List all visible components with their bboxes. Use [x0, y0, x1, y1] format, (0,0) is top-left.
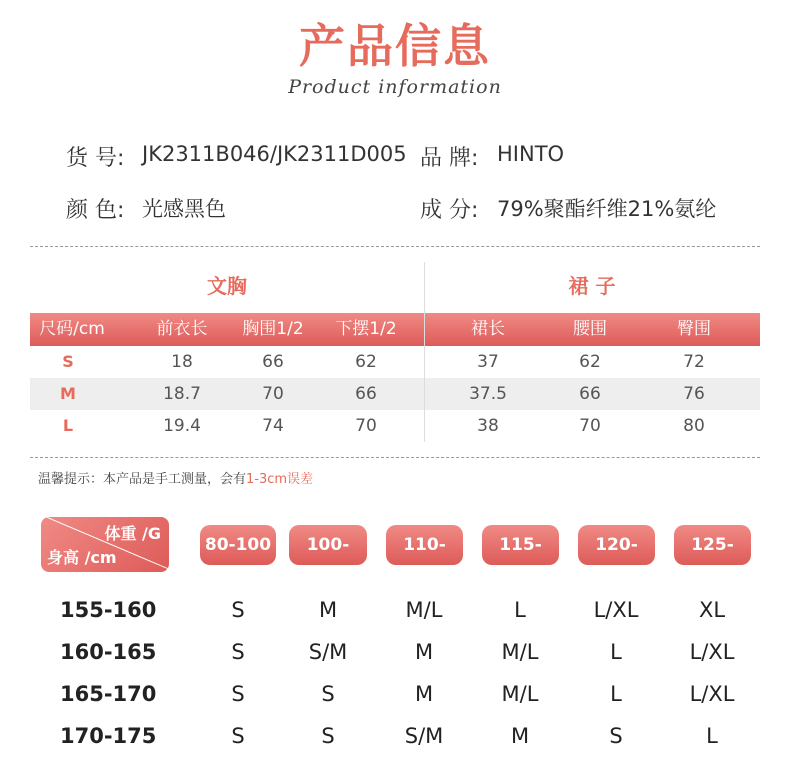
header-size: 尺码/cm: [39, 319, 105, 339]
header-front-length: 前衣长: [156, 319, 208, 339]
table-row: [30, 346, 760, 378]
recommend-size: M/L: [501, 640, 539, 664]
cell-waist: 70: [579, 416, 601, 436]
divider-bottom: [30, 457, 760, 458]
height-range: 160-165: [60, 640, 157, 664]
weight-pill: 110-115: [386, 525, 463, 565]
recommend-size: L: [610, 640, 622, 664]
recommend-size: L: [706, 724, 718, 748]
cell-waist: 62: [579, 352, 601, 372]
recommend-size: S: [231, 640, 245, 664]
cell-hem: 66: [355, 384, 377, 404]
page-title: 产品信息: [299, 19, 491, 73]
cell-skirt-length: 38: [477, 416, 499, 436]
recommend-row: [0, 598, 790, 628]
color-label: 颜 色:: [66, 198, 125, 223]
recommend-size: S: [231, 598, 245, 622]
cell-front-length: 19.4: [163, 416, 201, 436]
cell-bust: 70: [262, 384, 284, 404]
cell-skirt-length: 37.5: [469, 384, 507, 404]
section-bra-title: 文胸: [207, 274, 247, 298]
recommend-size: XL: [698, 598, 726, 622]
sku-label: 货 号:: [66, 146, 125, 171]
recommend-size: M: [318, 598, 338, 622]
header-hip: 臀围: [677, 319, 711, 339]
page-subtitle: Product information: [288, 76, 502, 98]
weight-pill: 115-120: [482, 525, 559, 565]
cell-waist: 66: [579, 384, 601, 404]
notice-highlight: 1-3cm误差: [246, 472, 314, 487]
recommend-row: [0, 724, 790, 754]
notice-text: 温馨提示：本产品是手工测量，会有: [38, 472, 247, 487]
cell-hip: 72: [683, 352, 705, 372]
recommend-size: L: [610, 682, 622, 706]
material-value: 79%聚酯纤维21%氨纶: [497, 197, 717, 221]
cell-hip: 76: [683, 384, 705, 404]
section-separator: [424, 262, 425, 442]
header-bust: 胸围1/2: [242, 319, 304, 339]
recommend-size: M: [414, 682, 434, 706]
recommend-size: M: [510, 724, 530, 748]
color-value: 光感黑色: [142, 197, 226, 221]
cell-hem: 70: [355, 416, 377, 436]
recommend-size: L/XL: [689, 640, 735, 664]
recommend-size: S: [321, 682, 335, 706]
weight-label: 体重 /G: [104, 524, 161, 543]
height-range: 170-175: [60, 724, 157, 748]
recommend-size: L: [514, 598, 526, 622]
cell-hip: 80: [683, 416, 705, 436]
recommend-size: M/L: [501, 682, 539, 706]
weight-pill: 125-135: [674, 525, 751, 565]
cell-hem: 62: [355, 352, 377, 372]
recommend-size: M: [414, 640, 434, 664]
recommend-size: L/XL: [593, 598, 639, 622]
cell-skirt-length: 37: [477, 352, 499, 372]
row-size: S: [62, 352, 74, 371]
weight-pill: 120-125: [578, 525, 655, 565]
table-row: [30, 378, 760, 410]
recommend-corner-header: [41, 517, 169, 572]
weight-pill: 100-110: [289, 525, 367, 565]
sku-value: JK2311B046/JK2311D005: [142, 142, 407, 166]
row-size: M: [60, 384, 76, 403]
weight-pill: 80-100: [200, 525, 276, 565]
recommend-size: S: [609, 724, 623, 748]
recommend-size: S/M: [308, 640, 348, 664]
cell-bust: 66: [262, 352, 284, 372]
recommend-size: M/L: [405, 598, 443, 622]
cell-bust: 74: [262, 416, 284, 436]
row-size: L: [62, 416, 74, 435]
recommend-size: S/M: [404, 724, 444, 748]
recommend-size: S: [231, 682, 245, 706]
cell-front-length: 18: [171, 352, 193, 372]
height-range: 155-160: [60, 598, 157, 622]
height-range: 165-170: [60, 682, 157, 706]
recommend-size: S: [231, 724, 245, 748]
header-hem: 下摆1/2: [335, 319, 397, 339]
header-waist: 腰围: [573, 319, 607, 339]
table-row: [30, 410, 760, 442]
section-skirt-title: 裙 子: [568, 274, 616, 298]
material-label: 成 分:: [420, 198, 479, 223]
cell-front-length: 18.7: [163, 384, 201, 404]
brand-value: HINTO: [497, 142, 565, 166]
recommend-row: [0, 682, 790, 712]
recommend-row: [0, 640, 790, 670]
size-table-header: [30, 313, 760, 346]
height-label: 身高 /cm: [47, 548, 117, 567]
brand-label: 品 牌:: [420, 146, 479, 171]
header-skirt-length: 裙长: [471, 319, 505, 339]
recommend-size: L/XL: [689, 682, 735, 706]
recommend-size: S: [321, 724, 335, 748]
measurement-notice: [38, 468, 313, 487]
divider-top: [30, 246, 760, 247]
